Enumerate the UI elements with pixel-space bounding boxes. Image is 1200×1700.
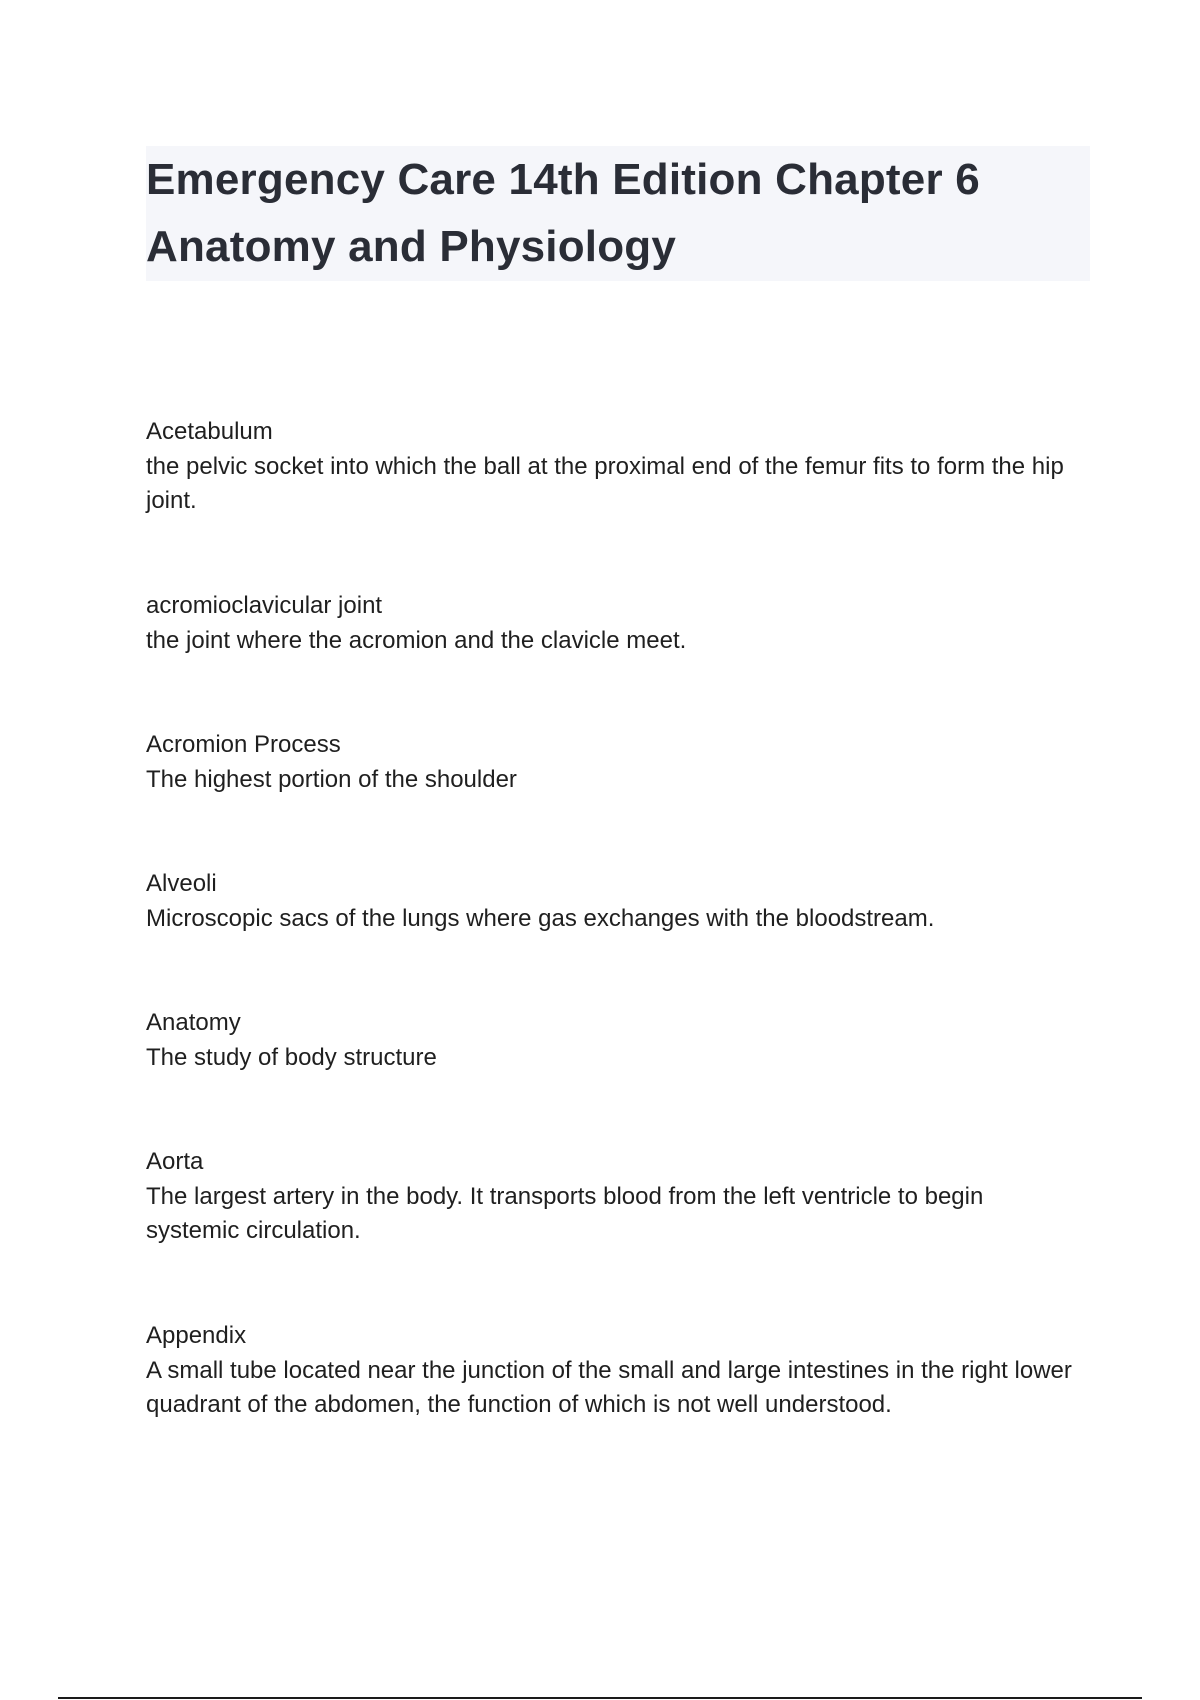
title-line-1: Emergency Care 14th Edition Chapter 6 (146, 155, 980, 204)
glossary-definition: the joint where the acromion and the clavicle meet. (146, 626, 687, 654)
glossary-term: Aorta (146, 1148, 204, 1175)
glossary-term: acromioclavicular joint (146, 592, 383, 619)
glossary-definition: The largest artery in the body. It transports blood from the left ventricle to begin systemic circulation. (146, 1182, 984, 1244)
glossary-entry (146, 589, 1090, 658)
glossary-term: Acromion Process (146, 731, 341, 758)
title-banner (146, 146, 1090, 281)
glossary-definition: the pelvic socket into which the ball at the proximal end of the femur fits to form the hip joint. (146, 452, 1064, 514)
glossary-entry (146, 1319, 1090, 1423)
page-title (146, 146, 1090, 280)
glossary-entry (146, 728, 1090, 797)
glossary-term: Acetabulum (146, 418, 273, 445)
footer-divider (58, 1697, 1142, 1699)
glossary-definition: The study of body structure (146, 1043, 437, 1071)
glossary-term: Appendix (146, 1322, 247, 1349)
glossary-entry (146, 867, 1090, 936)
glossary-definition: A small tube located near the junction of the small and large intestines in the right lower quadrant of the abdomen, the function of which is not well understood. (146, 1356, 1072, 1418)
title-line-2: Anatomy and Physiology (146, 222, 677, 271)
glossary-definition: The highest portion of the shoulder (146, 765, 517, 793)
glossary-entry (146, 415, 1090, 519)
glossary-entry (146, 1145, 1090, 1249)
glossary-term: Anatomy (146, 1009, 241, 1036)
glossary-term: Alveoli (146, 870, 217, 897)
glossary-definition: Microscopic sacs of the lungs where gas exchanges with the bloodstream. (146, 904, 935, 932)
glossary-entry (146, 1006, 1090, 1075)
